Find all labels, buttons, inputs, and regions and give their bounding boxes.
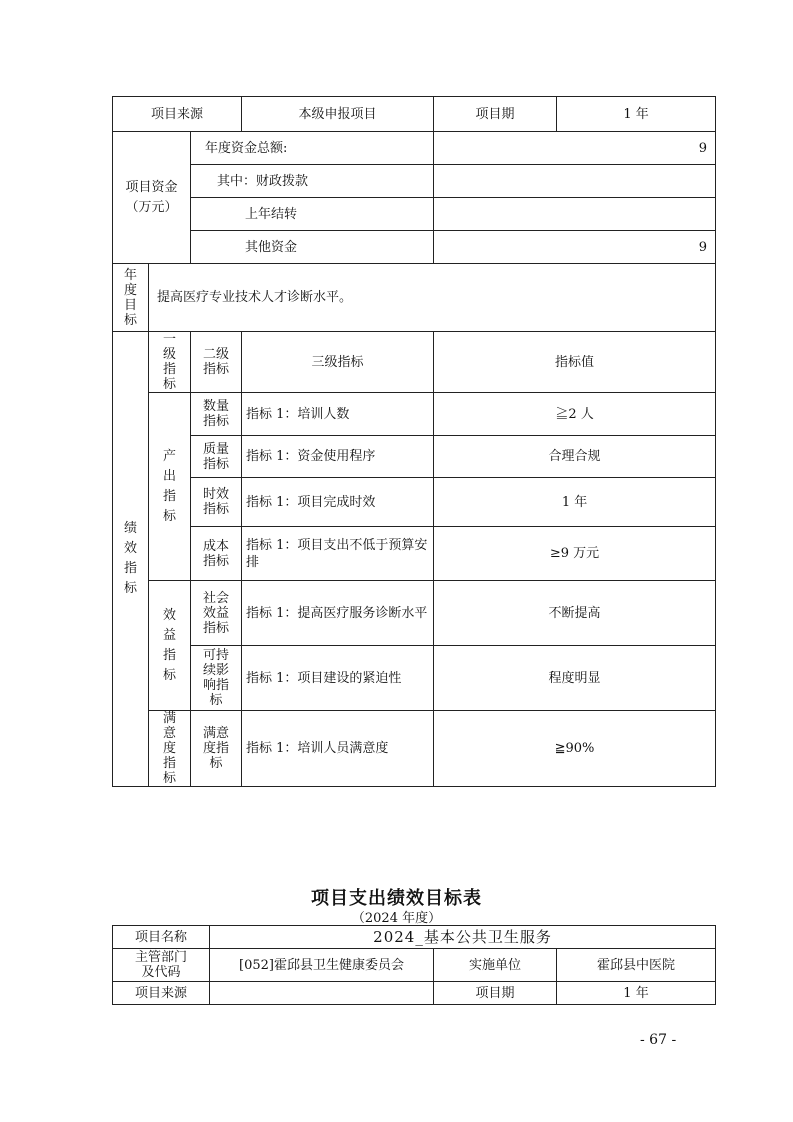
funds-carryover-label: 上年结转 xyxy=(191,198,434,231)
level2-sustainable: 可持续影响指标 xyxy=(191,646,242,711)
level3-quantity: 指标 1：培训人数 xyxy=(242,393,434,436)
source-value: 本级申报项目 xyxy=(242,97,434,132)
impl-label: 实施单位 xyxy=(434,949,557,982)
funds-label: 项目资金（万元） xyxy=(113,132,191,264)
dept-value: [052]霍邱县卫生健康委员会 xyxy=(210,949,434,982)
header-value: 指标值 xyxy=(434,332,716,393)
group-satisfaction: 满意度指标 xyxy=(149,711,191,787)
project-info-table xyxy=(112,96,716,787)
name-value: 2024_基本公共卫生服务 xyxy=(210,926,716,949)
level3-cost: 指标 1：项目支出不低于预算安排 xyxy=(242,527,434,581)
level3-quality: 指标 1：资金使用程序 xyxy=(242,436,434,478)
impl-value: 霍邱县中医院 xyxy=(557,949,716,982)
level2-quality: 质量指标 xyxy=(191,436,242,478)
level3-satisfaction: 指标 1：培训人员满意度 xyxy=(242,711,434,787)
funds-carryover-value xyxy=(434,198,716,231)
level2-cost: 成本指标 xyxy=(191,527,242,581)
funds-fiscal-value xyxy=(434,165,716,198)
funds-other-value: 9 xyxy=(434,231,716,264)
value-cost: ≥9 万元 xyxy=(434,527,716,581)
value-satisfaction: ≧90% xyxy=(434,711,716,787)
source-label: 项目来源 xyxy=(113,97,242,132)
level2-satisfaction: 满意度指标 xyxy=(191,711,242,787)
value-timeliness: 1 年 xyxy=(434,478,716,527)
level2-social-benefit: 社会效益指标 xyxy=(191,581,242,646)
name-label: 项目名称 xyxy=(113,926,210,949)
value-social-benefit: 不断提高 xyxy=(434,581,716,646)
page-number: - 67 - xyxy=(640,1032,677,1048)
period-label-2: 项目期 xyxy=(434,982,557,1005)
header-level3: 三级指标 xyxy=(242,332,434,393)
header-level2: 二级指标 xyxy=(191,332,242,393)
value-sustainable: 程度明显 xyxy=(434,646,716,711)
table-subtitle: （2024 年度） xyxy=(351,911,442,926)
annual-goal-label: 年度目标 xyxy=(113,264,149,332)
funds-total-value: 9 xyxy=(434,132,716,165)
group-benefit: 效益指标 xyxy=(149,581,191,711)
performance-label: 绩效指标 xyxy=(113,332,149,787)
funds-fiscal-label: 其中：财政拨款 xyxy=(191,165,434,198)
level3-social-benefit: 指标 1：提高医疗服务诊断水平 xyxy=(242,581,434,646)
period-value-2: 1 年 xyxy=(557,982,716,1005)
level2-quantity: 数量指标 xyxy=(191,393,242,436)
value-quantity: ≧2 人 xyxy=(434,393,716,436)
dept-label: 主管部门及代码 xyxy=(113,949,210,982)
funds-other-label: 其他资金 xyxy=(191,231,434,264)
header-level1: 一级指标 xyxy=(149,332,191,393)
group-output: 产出指标 xyxy=(149,393,191,581)
project-header-table xyxy=(112,925,716,1005)
funds-total-label: 年度资金总额: xyxy=(191,132,434,165)
level3-timeliness: 指标 1：项目完成时效 xyxy=(242,478,434,527)
value-quality: 合理合规 xyxy=(434,436,716,478)
annual-goal-text: 提高医疗专业技术人才诊断水平。 xyxy=(149,264,716,332)
period-label: 项目期 xyxy=(434,97,557,132)
level2-timeliness: 时效指标 xyxy=(191,478,242,527)
table-title: 项目支出绩效目标表 xyxy=(311,888,482,909)
period-value: 1 年 xyxy=(557,97,716,132)
level3-sustainable: 指标 1：项目建设的紧迫性 xyxy=(242,646,434,711)
source-value-2 xyxy=(210,982,434,1005)
source-label-2: 项目来源 xyxy=(113,982,210,1005)
